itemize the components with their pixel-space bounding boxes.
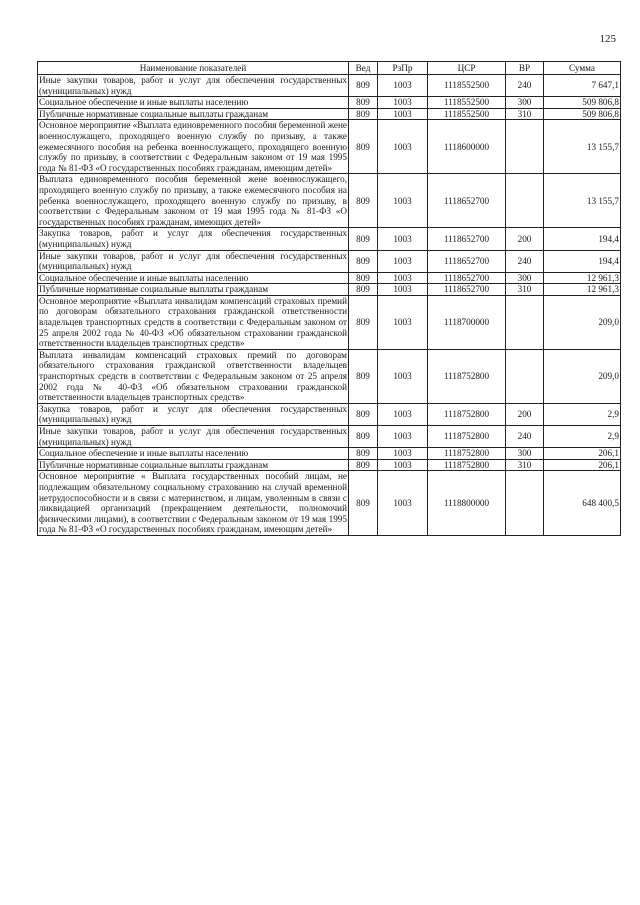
row-rzpr: 1003 <box>378 97 428 109</box>
row-name: Публичные нормативные социальные выплаты гражданам <box>38 459 349 471</box>
row-sum: 13 155,7 <box>544 120 621 174</box>
row-vr: 310 <box>506 284 544 296</box>
row-sum: 7 647,1 <box>544 75 621 97</box>
row-name: Иные закупки товаров, работ и услуг для обеспечения государственных (муниципальных) нужд <box>39 250 347 272</box>
row-ved: 809 <box>349 349 378 403</box>
row-name: Публичные нормативные социальные выплаты гражданам <box>38 284 349 296</box>
row-ved: 809 <box>349 272 378 284</box>
row-csr: 1118700000 <box>428 295 506 349</box>
row-sum: 2,9 <box>544 426 621 448</box>
row-csr: 1118752800 <box>428 403 506 425</box>
row-sum: 194,4 <box>544 250 621 272</box>
row-ved: 809 <box>349 403 378 425</box>
row-sum: 206,1 <box>544 448 621 460</box>
row-rzpr: 1003 <box>378 108 428 120</box>
row-name: Выплата единовременного пособия беременной жене военнослужащего, проходящего военную службу по призыву, а также ежемесячного пособия на ребенка военнослужащего, проходящего военную службу по призыву, в соответствии с Федеральным законом от 19 мая 1995 года № 81-ФЗ «О государственных пособиях гражданам, имеющих детей» <box>39 174 347 227</box>
row-vr: 300 <box>506 272 544 284</box>
table-row <box>38 97 621 109</box>
row-vr: 240 <box>506 426 544 448</box>
table-row <box>38 272 621 284</box>
row-name: Публичные нормативные социальные выплаты гражданам <box>38 108 349 120</box>
row-name: Социальное обеспечение и иные выплаты населению <box>38 448 349 460</box>
table-row <box>38 75 621 97</box>
header-name: Наименование показателей <box>38 62 349 75</box>
row-csr: 1118652700 <box>428 272 506 284</box>
row-rzpr: 1003 <box>378 426 428 448</box>
row-sum: 509 806,8 <box>544 97 621 109</box>
row-csr: 1118652700 <box>428 284 506 296</box>
row-sum: 209,0 <box>544 349 621 403</box>
row-name: Основное мероприятие «Выплата единовременного пособия беременной жене военнослужащего, проходящего военную службу по призыву, а также ежемесячного пособия на ребенка военнослужащего, проходящего военную службу по призыву, в соответствии с Федеральным законом от 19 мая 1995 года № 81-ФЗ «О государственных пособиях гражданам, имеющим детей» <box>39 120 347 173</box>
table-row <box>38 250 621 272</box>
row-name: Основное мероприятие «Выплата инвалидам компенсаций страховых премий по договорам обязательного страхования гражданской ответственности владельцев транспортных средств в соответствии с Федеральным законом от 25 апреля 2002 года № 40-ФЗ «Об обязательном страховании гражданской ответственности владельцев транспортных средств» <box>39 295 347 349</box>
row-vr: 200 <box>506 228 544 250</box>
row-sum: 206,1 <box>544 459 621 471</box>
header-rzpr: РзПр <box>378 62 428 75</box>
header-sum: Сумма <box>544 62 621 75</box>
row-rzpr: 1003 <box>378 448 428 460</box>
row-csr: 1118552500 <box>428 75 506 97</box>
row-vr: 300 <box>506 448 544 460</box>
header-ved: Вед <box>349 62 378 75</box>
row-ved: 809 <box>349 448 378 460</box>
row-csr: 1118652700 <box>428 228 506 250</box>
row-csr: 1118752800 <box>428 349 506 403</box>
row-name: Выплата инвалидам компенсаций страховых премий по договорам обязательного страхования гражданской ответственности владельцев транспортных средств в соответствии с Федеральным законом от 25 апреля 2002 года № 40-ФЗ «Об обязательном страховании гражданской ответственности владельцев транспортных средств» <box>39 349 347 403</box>
header-vr: ВР <box>506 62 544 75</box>
row-rzpr: 1003 <box>378 228 428 250</box>
table-row <box>38 403 621 425</box>
table-row <box>38 120 621 174</box>
row-vr: 310 <box>506 108 544 120</box>
row-csr: 1118752800 <box>428 459 506 471</box>
row-vr <box>506 349 544 403</box>
row-vr <box>506 295 544 349</box>
row-name: Закупка товаров, работ и услуг для обеспечения государственных (муниципальных) нужд <box>39 228 347 249</box>
row-vr: 310 <box>506 459 544 471</box>
row-rzpr: 1003 <box>378 284 428 296</box>
table-row <box>38 295 621 349</box>
row-csr: 1118752800 <box>428 426 506 448</box>
row-rzpr: 1003 <box>378 250 428 272</box>
row-vr <box>506 471 544 536</box>
row-ved: 809 <box>349 459 378 471</box>
row-sum: 13 155,7 <box>544 174 621 228</box>
table-row <box>38 471 621 536</box>
row-name: Закупка товаров, работ и услуг для обеспечения государственных (муниципальных) нужд <box>39 403 347 425</box>
table-row <box>38 459 621 471</box>
row-sum: 194,4 <box>544 228 621 250</box>
row-rzpr: 1003 <box>378 349 428 403</box>
row-ved: 809 <box>349 120 378 174</box>
row-rzpr: 1003 <box>378 174 428 228</box>
row-rzpr: 1003 <box>378 459 428 471</box>
row-ved: 809 <box>349 228 378 250</box>
row-vr <box>506 120 544 174</box>
table-row <box>38 349 621 403</box>
row-name: Социальное обеспечение и иные выплаты населению <box>38 272 349 284</box>
row-vr: 200 <box>506 403 544 425</box>
row-sum: 12 961,3 <box>544 272 621 284</box>
row-ved: 809 <box>349 97 378 109</box>
row-vr: 240 <box>506 75 544 97</box>
row-name: Основное мероприятие « Выплата государственных пособий лицам, не подлежащим обязательному социальному страхованию на случай временной нетрудоспособности и в связи с материнством, и лицам, уволенным в связи с ликвидацией организаций (прекращением деятельности, полномочий физическими лицами), в соответствии с Федеральным законом от 19 мая 1995 года № 81-ФЗ «О государственных пособиях гражданам, имеющим детей» <box>39 471 347 535</box>
table-row <box>38 284 621 296</box>
row-csr: 1118652700 <box>428 174 506 228</box>
row-vr: 240 <box>506 250 544 272</box>
table-row <box>38 426 621 448</box>
row-sum: 509 806,8 <box>544 108 621 120</box>
row-rzpr: 1003 <box>378 75 428 97</box>
row-csr: 1118600000 <box>428 120 506 174</box>
row-csr: 1118552500 <box>428 108 506 120</box>
header-csr: ЦСР <box>428 62 506 75</box>
row-ved: 809 <box>349 295 378 349</box>
row-rzpr: 1003 <box>378 295 428 349</box>
row-vr: 300 <box>506 97 544 109</box>
row-csr: 1118752800 <box>428 448 506 460</box>
row-sum: 2,9 <box>544 403 621 425</box>
row-ved: 809 <box>349 108 378 120</box>
row-ved: 809 <box>349 174 378 228</box>
table-header-row <box>38 62 621 75</box>
table-row <box>38 448 621 460</box>
table-row <box>38 174 621 228</box>
row-ved: 809 <box>349 75 378 97</box>
row-rzpr: 1003 <box>378 272 428 284</box>
row-rzpr: 1003 <box>378 471 428 536</box>
row-vr <box>506 174 544 228</box>
row-name: Иные закупки товаров, работ и услуг для обеспечения государственных (муниципальных) нужд <box>39 75 347 96</box>
budget-table <box>37 61 621 536</box>
row-sum: 209,0 <box>544 295 621 349</box>
row-ved: 809 <box>349 426 378 448</box>
row-csr: 1118552500 <box>428 97 506 109</box>
row-csr: 1118652700 <box>428 250 506 272</box>
row-sum: 12 961,3 <box>544 284 621 296</box>
row-rzpr: 1003 <box>378 120 428 174</box>
row-name: Социальное обеспечение и иные выплаты населению <box>38 97 349 109</box>
row-ved: 809 <box>349 471 378 536</box>
row-sum: 648 400,5 <box>544 471 621 536</box>
row-ved: 809 <box>349 250 378 272</box>
row-csr: 1118800000 <box>428 471 506 536</box>
table-row <box>38 228 621 250</box>
row-rzpr: 1003 <box>378 403 428 425</box>
table-row <box>38 108 621 120</box>
row-ved: 809 <box>349 284 378 296</box>
page-number: 125 <box>599 33 616 45</box>
row-name: Иные закупки товаров, работ и услуг для обеспечения государственных (муниципальных) нужд <box>39 426 347 447</box>
